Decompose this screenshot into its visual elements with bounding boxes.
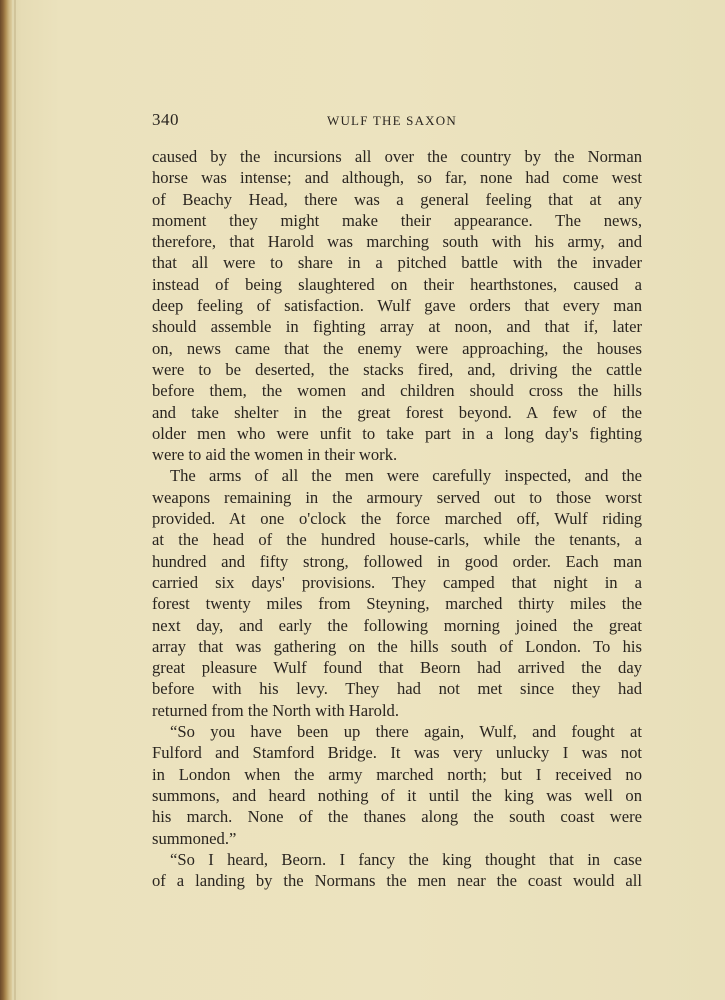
text-line: before them, the women and children should cross the hills bbox=[152, 381, 642, 401]
text-line: forest twenty miles from Steyning, marched thirty miles the bbox=[152, 594, 642, 614]
text-line: and take shelter in the great forest beyond. A few of the bbox=[152, 402, 642, 422]
text-line: caused by the incursions all over the country by the Norman bbox=[152, 147, 642, 166]
text-line: at the head of the hundred house-carls, while the tenants, a bbox=[152, 530, 642, 550]
text-line: summoned.” bbox=[152, 828, 237, 848]
text-line: returned from the North with Harold. bbox=[152, 700, 399, 720]
body-text bbox=[152, 146, 642, 891]
text-line: next day, and early the following morning joined the great bbox=[152, 615, 642, 635]
text-line: of Beachy Head, there was a general feeling that at any bbox=[152, 189, 642, 209]
text-line: horse was intense; and although, so far, none had come west bbox=[152, 168, 642, 188]
text-line: instead of being slaughtered on their hearthstones, caused a bbox=[152, 274, 642, 294]
text-line: before with his levy. They had not met since they had bbox=[152, 679, 642, 699]
text-line: The arms of all the men were carefully inspected, and the bbox=[170, 466, 642, 486]
text-line: array that was gathering on the hills south of London. To his bbox=[152, 636, 642, 656]
text-line: deep feeling of satisfaction. Wulf gave orders that every man bbox=[152, 296, 642, 316]
text-line: older men who were unfit to take part in a long day's fighting bbox=[152, 423, 642, 443]
page-number: 340 bbox=[152, 110, 179, 129]
text-line: “So I heard, Beorn. I fancy the king thought that in case bbox=[170, 849, 642, 869]
text-line: hundred and fifty strong, followed in good order. Each man bbox=[152, 551, 642, 571]
text-line: moment they might make their appearance. The news, bbox=[152, 210, 642, 230]
text-line: therefore, that Harold was marching south with his army, and bbox=[152, 232, 642, 252]
text-line: “So you have been up there again, Wulf, and fought at bbox=[170, 722, 642, 742]
text-line: on, news came that the enemy were approaching, the houses bbox=[152, 338, 642, 358]
text-line: of a landing by the Normans the men near the coast would all bbox=[152, 871, 642, 891]
page-header bbox=[152, 110, 642, 132]
text-line: weapons remaining in the armoury served out to those worst bbox=[152, 487, 642, 507]
text-line: great pleasure Wulf found that Beorn had arrived the day bbox=[152, 658, 642, 678]
text-line: summons, and heard nothing of it until the king was well on bbox=[152, 785, 642, 805]
book-spine-edge bbox=[0, 0, 12, 1000]
text-line: were to be deserted, the stacks fired, and, driving the cattle bbox=[152, 359, 642, 379]
gutter-line bbox=[14, 0, 16, 1000]
text-line: in London when the army marched north; but I received no bbox=[152, 764, 642, 784]
text-line: Fulford and Stamford Bridge. It was very unlucky I was not bbox=[152, 743, 642, 763]
text-line: carried six days' provisions. They camped that night in a bbox=[152, 572, 642, 592]
text-line: provided. At one o'clock the force marched off, Wulf riding bbox=[152, 509, 642, 529]
text-line: that all were to share in a pitched battle with the invader bbox=[152, 253, 642, 273]
text-line: should assemble in fighting array at noon, and that if, later bbox=[152, 317, 642, 337]
text-line: were to aid the women in their work. bbox=[152, 445, 398, 465]
text-line: his march. None of the thanes along the south coast were bbox=[152, 807, 642, 827]
running-head: WULF THE SAXON bbox=[327, 113, 457, 128]
